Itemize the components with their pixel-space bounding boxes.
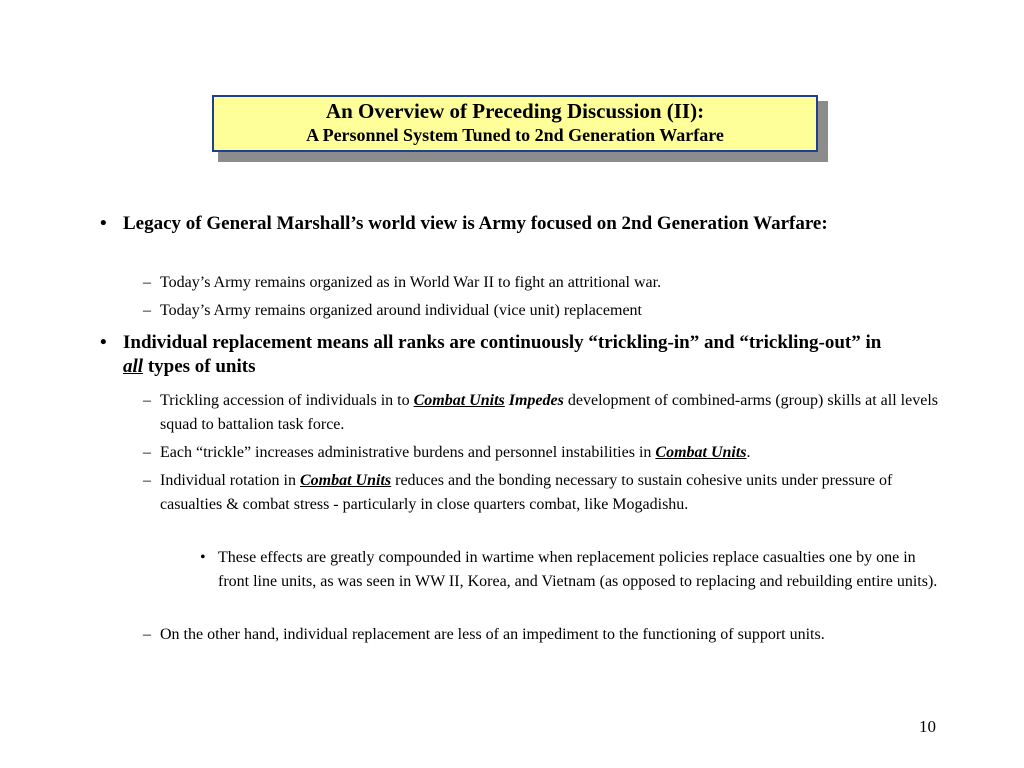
subbullet-text: Today’s Army remains organized as in World War II to fight an attritional war.	[160, 274, 662, 291]
bullet-marshall-legacy	[100, 212, 890, 236]
subbullet-text	[160, 441, 943, 465]
dash-marker: –	[143, 626, 151, 643]
emphasis-combat-units: Combat Units	[413, 392, 505, 409]
title-box	[212, 95, 818, 152]
subbullet-text: Today’s Army remains organized around individual (vice unit) replacement	[160, 302, 642, 319]
bullet-marker: •	[100, 213, 107, 234]
bullet-text	[123, 331, 890, 379]
dash-marker: –	[143, 444, 151, 461]
title-line-1: An Overview of Preceding Discussion (II):	[325, 99, 705, 123]
dash-marker: –	[143, 302, 151, 319]
subbullet-text-part: development of combined-arms (group) skills at all levels squad to battalion task force.	[160, 392, 938, 433]
emphasis-all: all	[123, 356, 144, 377]
title-line-2: A Personnel System Tuned to 2nd Generation Warfare	[306, 125, 724, 145]
subbullet-text-part: Individual rotation in	[160, 472, 300, 489]
subbullet-individual-rotation	[143, 469, 943, 517]
subbullet-support-units	[143, 623, 943, 647]
subbullet-text-part: Trickling accession of individuals in to	[160, 392, 414, 409]
subsubbullet-wartime-effects	[200, 546, 940, 594]
subbullet-each-trickle	[143, 441, 943, 465]
bullet-trickling	[100, 331, 890, 379]
subbullet-text	[160, 389, 943, 437]
page-number: 10	[919, 717, 936, 736]
subbullet-trickling-accession	[143, 389, 943, 437]
subbullet-text-part: reduces and the bonding necessary to sustain cohesive units under pressure of casualties & combat stress - particularly in close quarters combat, like Mogadishu.	[160, 472, 893, 513]
emphasis-combat-units: Combat Units	[655, 444, 747, 461]
bullet-text-part: types of units	[143, 356, 256, 377]
subsubbullet-text: These effects are greatly compounded in wartime when replacement policies replace casualties one by one in front line units, as was seen in WW II, Korea, and Vietnam (as opposed to replacing and rebuilding entire units).	[218, 549, 938, 590]
subbullet-text	[160, 469, 943, 517]
emphasis-impedes: Impedes	[508, 392, 564, 409]
dash-marker: –	[143, 472, 151, 489]
subbullet-text-part: Each “trickle” increases administrative burdens and personnel instabilities in	[160, 444, 656, 461]
emphasis-combat-units: Combat Units	[299, 472, 392, 489]
subbullet-text: On the other hand, individual replacement are less of an impediment to the functioning of support units.	[160, 626, 825, 643]
bullet-text: Legacy of General Marshall’s world view is Army focused on 2nd Generation Warfare:	[123, 213, 828, 234]
dash-marker: –	[143, 274, 151, 291]
dash-marker: –	[143, 392, 151, 409]
bullet-marker: •	[100, 332, 107, 353]
subbullet-attritional-war	[143, 271, 943, 295]
subbullet-text-part: .	[746, 444, 751, 461]
subbullet-individual-replacement	[143, 299, 943, 323]
bullet-text-part: Individual replacement means all ranks are continuously “trickling-in” and “trickling-out” in	[123, 332, 882, 353]
bullet-marker: •	[200, 549, 206, 566]
